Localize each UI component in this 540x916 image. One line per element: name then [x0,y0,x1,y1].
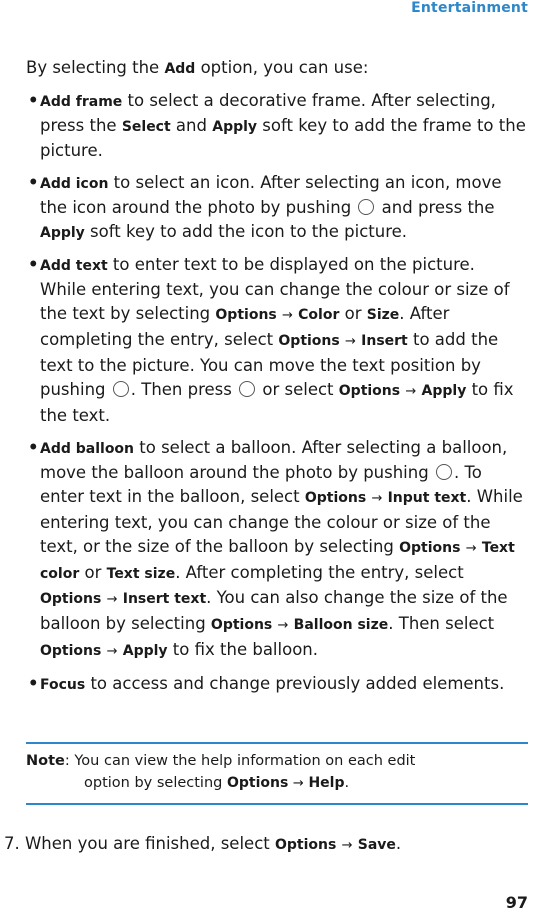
add-balloon-label: Add balloon [40,441,135,457]
note-line-1 [26,750,528,772]
arrow: → [292,776,304,791]
text: . [344,775,350,791]
text: to select a balloon. After selecting a balloon, move the balloon around the photo by pushing [40,438,508,482]
text: and press the [376,198,495,217]
bullet-focus [26,672,526,697]
step-number: 7. [4,834,20,853]
focus-label: Focus [40,677,86,693]
text: to add the text to the picture. You can move the text position by pushing [40,330,499,399]
arrow: → [277,618,289,633]
text: . You can also change the size of the balloon by selecting [40,588,508,633]
bullet-add-text [26,253,526,428]
text: or [79,563,107,582]
apply-label: Apply [122,643,168,659]
text: . While entering text, you can change the colour or size of the text, or the size of the balloon by selecting [40,487,523,556]
options-label: Options [304,490,367,506]
note-label: Note [26,753,65,769]
bullet-add-balloon [26,436,526,664]
arrow: → [405,384,417,399]
add-text-label: Add text [40,258,108,274]
options-label: Options [338,383,401,399]
page-number: 97 [505,893,528,912]
arrow: → [344,334,356,349]
bullet-dot: • [28,91,39,110]
text-color-label: Text color [40,540,515,582]
text: to enter text to be displayed on the picture. While entering text, you can change the colour or size of the text by selecting [40,255,510,323]
options-label: Options [40,643,102,659]
text: . After completing the entry, select [175,563,464,582]
arrow: → [106,592,118,607]
text: to fix the text. [40,380,514,425]
arrow: → [371,491,383,506]
arrow: → [106,644,118,659]
text: to fix the balloon. [167,640,318,659]
note-box [26,742,528,805]
add-option-label: Add [164,61,196,77]
nav-key-icon [436,464,452,480]
arrow: → [341,838,353,853]
text: or select [257,380,339,399]
nav-key-icon [113,381,129,397]
balloon-size-label: Balloon size [293,617,389,633]
bullet-dot: • [28,438,39,457]
arrow: → [282,308,293,323]
options-label: Options [399,540,461,556]
help-label: Help [308,775,345,791]
text: to access and change previously added elements. [85,674,505,693]
color-label: Color [298,307,340,323]
options-label: Options [274,837,337,853]
text: When you are finished, select [19,834,275,853]
section-header: Entertainment [411,0,528,16]
text: . Then press [130,380,238,399]
text: or [339,304,367,323]
insert-label: Insert [361,333,408,349]
intro-paragraph [26,56,526,81]
text: soft key to add the frame to the picture. [40,116,526,160]
text: . Then select [388,614,495,633]
input-text-label: Input text [387,490,467,506]
bullet-dot: • [28,674,39,693]
text: to select an icon. After selecting an icon, move the icon around the photo by pushing [40,173,502,217]
text: . After completing the entry, select [40,304,450,349]
text: . [395,834,402,853]
size-label: Size [366,307,400,323]
arrow: → [465,541,477,556]
insert-text-label: Insert text [122,591,207,607]
step-7 [4,832,401,858]
bullet-dot: • [28,255,39,274]
confirm-key-icon [239,381,255,397]
add-icon-label: Add icon [40,176,109,192]
intro-text-end: option, you can use: [195,58,369,77]
text: option by selecting [84,775,227,791]
text: : You can view the help information on each edit [64,753,416,769]
text-size-label: Text size [106,566,176,582]
options-label: Options [40,591,102,607]
document-body [26,56,526,705]
options-label: Options [215,307,277,323]
text: soft key to add the icon to the picture. [84,222,408,241]
options-label: Options [278,333,340,349]
apply-key-label: Apply [212,119,258,135]
bullet-dot: • [28,173,39,192]
nav-key-icon [358,199,374,215]
save-label: Save [357,837,396,853]
options-label: Options [226,775,289,791]
intro-text: By selecting the [26,58,165,77]
apply-key-label: Apply [40,225,85,241]
bullet-add-icon [26,171,526,245]
text: . To enter text in the balloon, select [40,463,482,506]
text: to select a decorative frame. After selecting, press the [40,91,496,135]
options-label: Options [210,617,273,633]
bullet-add-frame [26,89,526,163]
select-key-label: Select [121,119,171,135]
text: and [170,116,213,135]
note-line-2 [26,772,528,795]
add-frame-label: Add frame [40,94,123,110]
apply-label: Apply [421,383,467,399]
